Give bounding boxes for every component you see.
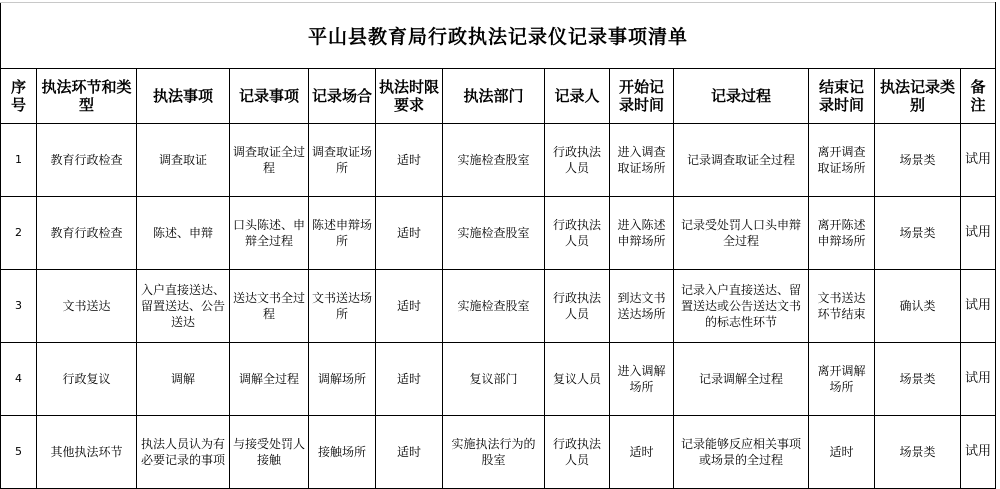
table-cell: 场景类 — [875, 124, 961, 197]
table-cell: 2 — [1, 197, 37, 270]
table-cell: 试用 — [961, 197, 996, 270]
table-cell: 适时 — [610, 416, 674, 489]
table-cell: 试用 — [961, 416, 996, 489]
table-cell: 接触场所 — [309, 416, 376, 489]
table-cell: 调查取证场所 — [309, 124, 376, 197]
table-cell: 离开陈述申辩场所 — [809, 197, 875, 270]
header-cell: 执法部门 — [443, 69, 545, 124]
table-cell: 实施执法行为的股室 — [443, 416, 545, 489]
table-cell: 5 — [1, 416, 37, 489]
table-row — [1, 343, 996, 416]
table-cell: 记录入户直接送达、留置送达或公告送达文书的标志性环节 — [674, 270, 809, 343]
table-row — [1, 416, 996, 489]
table-cell: 进入调查取证场所 — [610, 124, 674, 197]
table-cell: 离开调解场所 — [809, 343, 875, 416]
header-cell: 执法时限要求 — [376, 69, 443, 124]
table-cell: 适时 — [376, 197, 443, 270]
header-cell: 记录事项 — [230, 69, 309, 124]
table-cell: 调解全过程 — [230, 343, 309, 416]
table-cell: 调查取证全过程 — [230, 124, 309, 197]
table-cell: 行政执法人员 — [545, 416, 610, 489]
header-cell: 备注 — [961, 69, 996, 124]
table-cell: 调解场所 — [309, 343, 376, 416]
table-cell: 复议部门 — [443, 343, 545, 416]
table-cell: 陈述、申辩 — [137, 197, 230, 270]
table-cell: 试用 — [961, 343, 996, 416]
title-row — [1, 3, 996, 69]
page-title: 平山县教育局行政执法记录仪记录事项清单 — [1, 3, 996, 69]
table-cell: 1 — [1, 124, 37, 197]
table-cell: 其他执法环节 — [37, 416, 137, 489]
table-cell: 4 — [1, 343, 37, 416]
table-cell: 执法人员认为有必要记录的事项 — [137, 416, 230, 489]
table-cell: 适时 — [376, 270, 443, 343]
header-cell: 记录场合 — [309, 69, 376, 124]
table-cell: 试用 — [961, 270, 996, 343]
header-row — [1, 69, 996, 124]
table-cell: 进入陈述申辩场所 — [610, 197, 674, 270]
table-cell: 3 — [1, 270, 37, 343]
table-cell: 调解 — [137, 343, 230, 416]
table-cell: 适时 — [376, 416, 443, 489]
table-cell: 离开调查取证场所 — [809, 124, 875, 197]
table-cell: 场景类 — [875, 343, 961, 416]
table-cell: 场景类 — [875, 197, 961, 270]
table-cell: 调查取证 — [137, 124, 230, 197]
table-cell: 记录调解全过程 — [674, 343, 809, 416]
table-row — [1, 270, 996, 343]
header-cell: 执法环节和类型 — [37, 69, 137, 124]
table-cell: 口头陈述、申辩全过程 — [230, 197, 309, 270]
table-cell: 记录受处罚人口头申辩全过程 — [674, 197, 809, 270]
table-row — [1, 197, 996, 270]
table-cell: 入户直接送达、留置送达、公告送达 — [137, 270, 230, 343]
table-cell: 实施检查股室 — [443, 197, 545, 270]
table-cell: 文书送达场所 — [309, 270, 376, 343]
header-cell: 记录过程 — [674, 69, 809, 124]
table-cell: 记录能够反应相关事项或场景的全过程 — [674, 416, 809, 489]
table-cell: 适时 — [376, 343, 443, 416]
table-cell: 陈述申辩场所 — [309, 197, 376, 270]
table-cell: 进入调解场所 — [610, 343, 674, 416]
table-cell: 行政执法人员 — [545, 197, 610, 270]
table-cell: 实施检查股室 — [443, 270, 545, 343]
table-cell: 文书送达 — [37, 270, 137, 343]
table-cell: 行政执法人员 — [545, 270, 610, 343]
table-cell: 与接受处罚人接触 — [230, 416, 309, 489]
table-cell: 适时 — [809, 416, 875, 489]
table-cell: 确认类 — [875, 270, 961, 343]
table-cell: 教育行政检查 — [37, 124, 137, 197]
header-cell: 开始记录时间 — [610, 69, 674, 124]
table-cell: 送达文书全过程 — [230, 270, 309, 343]
table-cell: 试用 — [961, 124, 996, 197]
header-cell: 记录人 — [545, 69, 610, 124]
table-cell: 实施检查股室 — [443, 124, 545, 197]
table-row — [1, 124, 996, 197]
header-cell: 序号 — [1, 69, 37, 124]
table-cell: 行政复议 — [37, 343, 137, 416]
header-cell: 结束记录时间 — [809, 69, 875, 124]
table-cell: 记录调查取证全过程 — [674, 124, 809, 197]
table-cell: 场景类 — [875, 416, 961, 489]
record-items-table — [0, 2, 996, 489]
table-cell: 文书送达环节结束 — [809, 270, 875, 343]
table-cell: 教育行政检查 — [37, 197, 137, 270]
table-cell: 适时 — [376, 124, 443, 197]
header-cell: 执法记录类别 — [875, 69, 961, 124]
table-cell: 复议人员 — [545, 343, 610, 416]
table-cell: 到达文书送达场所 — [610, 270, 674, 343]
table-cell: 行政执法人员 — [545, 124, 610, 197]
header-cell: 执法事项 — [137, 69, 230, 124]
